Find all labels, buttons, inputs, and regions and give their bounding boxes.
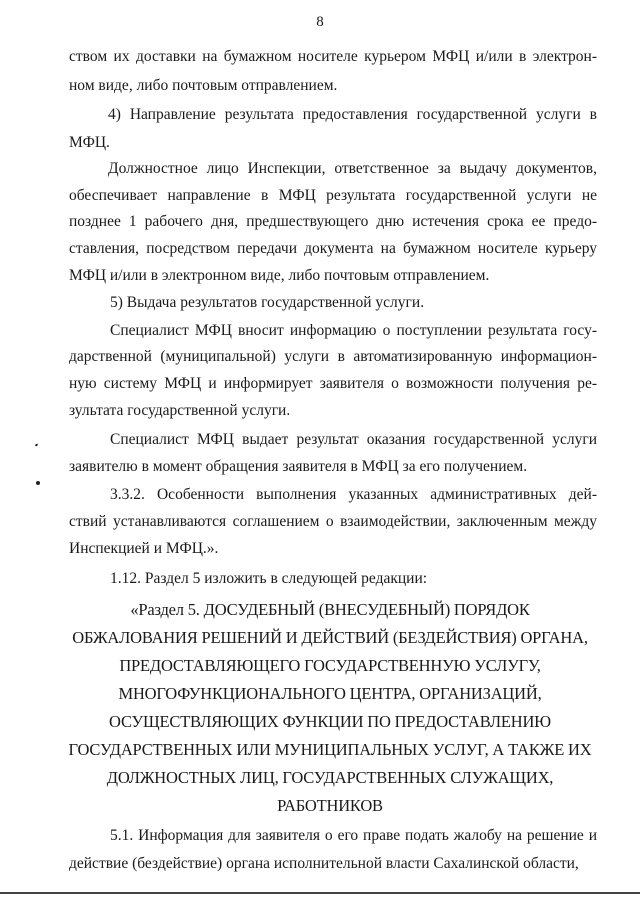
text-line: 4) Направление результата предоставления государственной услуги в — [108, 106, 597, 123]
text-line: зультата государственной услуги. — [69, 402, 291, 419]
bottom-rule — [0, 892, 640, 894]
scan-speck — [35, 443, 39, 446]
text-line: ставления, посредством передачи документа на бумажном носителе курьеру — [69, 240, 597, 257]
scan-speck — [36, 481, 40, 485]
section-heading-line: ОСУЩЕСТВЛЯЮЩИХ ФУНКЦИИ ПО ПРЕДОСТАВЛЕНИЮ — [109, 712, 551, 731]
text-line: ствий устанавливаются соглашением о взаимодействии, заключенным между — [69, 513, 597, 530]
section-heading-line: ПРЕДОСТАВЛЯЮЩЕГО ГОСУДАРСТВЕННУЮ УСЛУГУ, — [119, 656, 541, 675]
text-line: 5) Выдача результатов государственной услуги. — [110, 294, 425, 311]
text-line: ством их доставки на бумажном носителе курьером МФЦ и/или в электрон- — [69, 48, 597, 65]
text-line: ную систему МФЦ и информирует заявителя о возможности получения ре- — [69, 375, 597, 392]
text-line: заявителю в момент обращения заявителя в МФЦ за его получением. — [69, 458, 528, 475]
text-line: обеспечивает направление в МФЦ результата государственной услуги не — [69, 187, 597, 204]
section-heading-line: РАБОТНИКОВ — [277, 796, 383, 815]
section-heading-line: МНОГОФУНКЦИОНАЛЬНОГО ЦЕНТРА, ОРГАНИЗАЦИЙ, — [118, 684, 542, 703]
text-line: МФЦ и/или в электронном виде, либо почтовым отправлением. — [69, 267, 490, 284]
page-number: 8 — [316, 14, 324, 30]
section-heading-line: ГОСУДАРСТВЕННЫХ ИЛИ МУНИЦИПАЛЬНЫХ УСЛУГ, А ТАКЖЕ ИХ — [68, 740, 592, 759]
section-heading-line: «Раздел 5. ДОСУДЕБНЫЙ (ВНЕСУДЕБНЫЙ) ПОРЯДОК — [130, 600, 530, 619]
text-line: 3.3.2. Особенности выполнения указанных административных дей- — [110, 486, 597, 503]
text-line: ном виде, либо почтовым отправлением. — [69, 77, 338, 94]
text-line: 5.1. Информация для заявителя о его праве подать жалобу на решение и — [110, 827, 597, 844]
text-line: Инспекцией и МФЦ.». — [69, 540, 219, 557]
section-heading-line: ДОЛЖНОСТНЫХ ЛИЦ, ГОСУДАРСТВЕННЫХ СЛУЖАЩИХ, — [106, 768, 554, 787]
text-line: Должностное лицо Инспекции, ответственное за выдачу документов, — [108, 160, 597, 177]
text-line: Специалист МФЦ выдает результат оказания государственной услуги — [110, 431, 597, 448]
text-line: действие (бездействие) органа исполнительной власти Сахалинской области, — [69, 855, 579, 872]
text-line: 1.12. Раздел 5 изложить в следующей редакции: — [110, 570, 428, 587]
text-line: МФЦ. — [69, 134, 110, 151]
section-heading-line: ОБЖАЛОВАНИЯ РЕШЕНИЙ И ДЕЙСТВИЙ (БЕЗДЕЙСТВИЯ) ОРГАНА, — [72, 628, 588, 647]
text-line: дарственной (муниципальной) услуги в автоматизированную информацион- — [69, 348, 597, 365]
text-line: Специалист МФЦ вносит информацию о поступлении результата госу- — [110, 322, 597, 339]
text-line: позднее 1 рабочего дня, предшествующего дню истечения срока ее предо- — [69, 213, 597, 230]
